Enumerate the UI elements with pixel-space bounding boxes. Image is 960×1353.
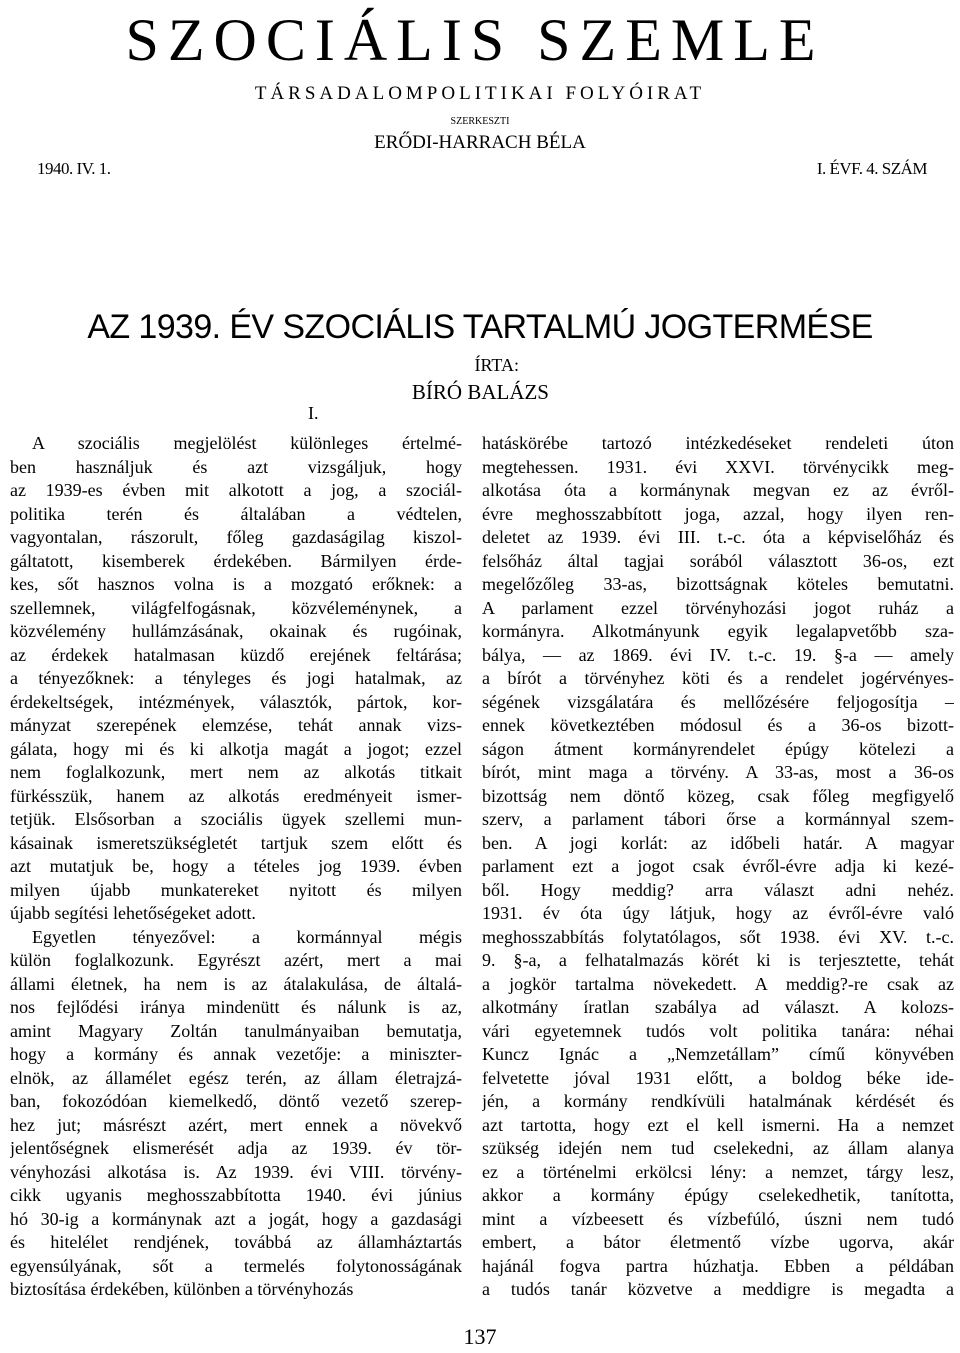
text-line: hogy a kormány és annak vezetője: a miniszter- — [10, 1044, 462, 1064]
text-line: ban, fokozódóan kiemelkedő, döntő vezető szerep- — [10, 1091, 462, 1111]
text-line: A parlament ezzel törvényhozási jogot ruház a — [482, 597, 954, 618]
text-line: akkor a kormány épúgy cselekedhetik, tanította, — [482, 1185, 954, 1205]
text-line: alkotmány íratlan szabálya ad választ. A kolozs- — [482, 997, 954, 1017]
text-line: vári egyetemnek tudós volt politika tanára: néhai — [482, 1020, 954, 1041]
text-line: parlament ezt a jogot csak évről-évre adja ki kezé- — [482, 856, 954, 876]
text-line: azt tartotta, hogy ezt el kell ismerni. Ha a nemzet — [482, 1114, 954, 1135]
text-line: biztosítása érdekében, különben a törvényhozás — [10, 1279, 354, 1299]
journal-masthead: SZOCIÁLIS SZEMLE — [125, 7, 825, 73]
text-line: amint Magyary Zoltán tanulmányaiban bemutatja, — [10, 1020, 462, 1041]
text-line: Egyetlen tényezővel: a kormánnyal mégis — [32, 926, 462, 947]
text-line: ságon átment kormányrendelet épúgy kötelezi a — [482, 738, 954, 759]
text-line: embert, a bátor életmentő vízbe ugorva, akár — [482, 1232, 954, 1252]
editor-label: SZERKESZTI — [450, 116, 510, 127]
text-line: meghosszabbítás folytatólagos, sőt 1938. évi XV. t.-c. — [482, 926, 954, 947]
byline-author: BÍRÓ BALÁZS — [411, 380, 549, 404]
text-line: nem foglalkozunk, mert nem az alkotás titkait — [10, 762, 462, 782]
text-line: felsőház által tagjai sorából választott 36-os, ezt — [482, 550, 954, 571]
text-line: külön foglalkozunk. Egyrészt azért, mert a mai — [10, 950, 462, 970]
issue-date: 1940. IV. 1. — [37, 159, 111, 178]
text-line: vagyontalan, rászorult, főleg gazdaságilag kiszol- — [10, 527, 462, 547]
text-line: mányzat szerepének elemzése, tehát annak vizs- — [10, 715, 462, 735]
text-line: politika terén és általában a védtelen, — [10, 503, 462, 524]
text-line: jelentőségnek elismerését adja az 1939. év tör- — [10, 1138, 462, 1158]
byline-label: ÍRTA: — [474, 355, 519, 375]
text-line: milyen újabb munkatereket nyitott és milyen — [10, 879, 462, 900]
text-line: megtehessen. 1931. évi XXVI. törvénycikk meg- — [482, 456, 954, 477]
text-line: hez jut; másrészt azért, mert ennek a növekvő — [10, 1114, 462, 1135]
text-line: a jogkör tartalma növekedett. A meddig?-re csak az — [482, 973, 954, 994]
text-line: az 1939-es évben mit alkotott a jog, a szociál- — [10, 480, 462, 500]
editor-name: ERŐDI-HARRACH BÉLA — [374, 132, 586, 153]
text-line: A szociális megjelölést különleges értelmé- — [32, 433, 462, 453]
text-line: vényhozási alkotása is. Az 1939. évi VIII. törvény- — [10, 1161, 462, 1182]
text-line: gáltatott, kisemberek érdekében. Bármilyen érde- — [10, 550, 462, 571]
text-line: azt mutatjuk be, hogy a tételes jog 1939. évben — [10, 856, 462, 876]
text-line: cikk ugyanis meghosszabbította 1940. évi június — [10, 1185, 462, 1205]
text-line: ez a történelmi erkölcsi lény: a nemzet, tárgy lesz, — [482, 1161, 954, 1182]
text-line: kormányra. Alkotmányunk egyik legalapvetőbb sza- — [482, 621, 954, 641]
text-line: fürkésszük, hanem az alkotás eredményeit ismer- — [10, 785, 462, 806]
text-line: ben használjuk és azt vizsgáljuk, hogy — [10, 456, 462, 477]
text-line: Kuncz Ignác a „Nemzetállam” című könyvében — [482, 1044, 954, 1064]
article-column-right — [482, 432, 954, 1302]
text-line: egyensúlyának, sőt a termelés folytonosságának — [10, 1255, 462, 1276]
issue-number: I. ÉVF. 4. SZÁM — [816, 159, 927, 178]
text-line: bírót, mint maga a törvény. A 33-as, most a 36-os — [482, 762, 954, 782]
text-line: az érdekek hatalmasan küzdő erejének feltárása; — [10, 644, 462, 665]
text-line: hatáskörébe tartozó intézkedéseket rendeleti úton — [482, 433, 954, 453]
text-line: bálya, — az 1869. évi IV. t.-c. 19. §-a — amely — [482, 644, 954, 665]
text-line: elnök, az államélet egész terén, az állam életrajzá- — [10, 1067, 462, 1088]
journal-subtitle: TÁRSADALOMPOLITIKAI FOLYÓIRAT — [254, 83, 706, 104]
text-line: alkotása óta a kormánynak megvan ez az évről- — [482, 480, 954, 500]
text-line: ségének vizsgálatára és mellőzésére feljogosítja – — [482, 691, 954, 712]
text-line: ben. A jogi korlát: az időbeli határ. A magyar — [482, 832, 954, 853]
text-line: közvélemény hullámzásának, okainak és rugóinak, — [10, 621, 462, 641]
text-line: újabb segítési lehetőségeket adott. — [10, 903, 256, 923]
page-number: 137 — [463, 1324, 497, 1349]
text-line: a tényezőknek: a tényleges és jogi hatalmak, az — [10, 668, 462, 688]
text-line: 9. §-a, a felhatalmazás körét ki is terjesztette, tehát — [482, 950, 954, 970]
text-line: gálata, hogy mi és ki alkotja magát a jogot; ezzel — [10, 738, 462, 759]
text-line: felvetette jóval 1931 előtt, a boldog béke ide- — [482, 1067, 954, 1088]
text-line: állami életnek, ha nem is az átalakulása, de általá- — [10, 973, 462, 994]
text-line: szellemnek, világfelfogásnak, közvéleménynek, a — [10, 597, 462, 618]
text-line: évre meghosszabbított joga, azzal, hogy ilyen ren- — [482, 503, 954, 524]
text-line: tetjük. Elsősorban a szociális ügyek szellemi mun- — [10, 809, 462, 829]
text-line: 1931. év óta úgy látjuk, hogy az évről-évre való — [482, 903, 954, 923]
text-line: és hitelélet rendjének, továbbá az államháztartás — [10, 1232, 462, 1252]
text-line: ből. Hogy meddig? arra választ adni nehéz. — [482, 879, 954, 900]
text-line: kes, sőt hasznos volna is a mozgató erőknek: a — [10, 574, 462, 594]
text-line: szükség idején nem tud cselekedni, az állam alanya — [482, 1138, 954, 1158]
text-line: bizottság nem döntő közeg, csak főleg megfigyelő — [482, 785, 954, 806]
text-line: hajánál fogva partra húzhatja. Ebben a példában — [482, 1255, 954, 1276]
text-line: szerv, a parlament tábori őrse a kormánnyal szem- — [482, 809, 954, 829]
text-line: a tudós tanár közvetve a meddigre is megadta a — [482, 1279, 954, 1299]
text-line: érdekeltségek, intézmények, választók, pártok, kor- — [10, 691, 462, 712]
article-column-left — [10, 432, 462, 1302]
text-line: deletet az 1939. évi III. t.-c. óta a képviselőház és — [482, 527, 954, 547]
text-line: hó 30-ig a kormánynak azt a jogát, hogy a gazdasági — [10, 1208, 462, 1229]
article-title: AZ 1939. ÉV SZOCIÁLIS TARTALMÚ JOGTERMÉSE — [87, 308, 873, 346]
text-line: a bírót a törvényhez köti és a rendelet jogérvényes- — [482, 668, 954, 688]
section-number: I. — [308, 403, 319, 423]
text-line: megelőzőleg 33-as, bizottságnak köteles bemutatni. — [482, 574, 954, 594]
text-line: jén, a kormány rendkívüli hatalmának kérdését és — [482, 1091, 954, 1111]
text-line: ennek következtében módosul és a 36-os bizott- — [482, 715, 954, 735]
text-line: kásainak ismeretszükségletét tartjuk szem előtt és — [10, 832, 462, 853]
text-line: nos fejlődési iránya mindenütt és nálunk is az, — [10, 997, 462, 1017]
text-line: mint a vízbeesett és vízbefúló, úszni nem tudó — [482, 1208, 954, 1229]
